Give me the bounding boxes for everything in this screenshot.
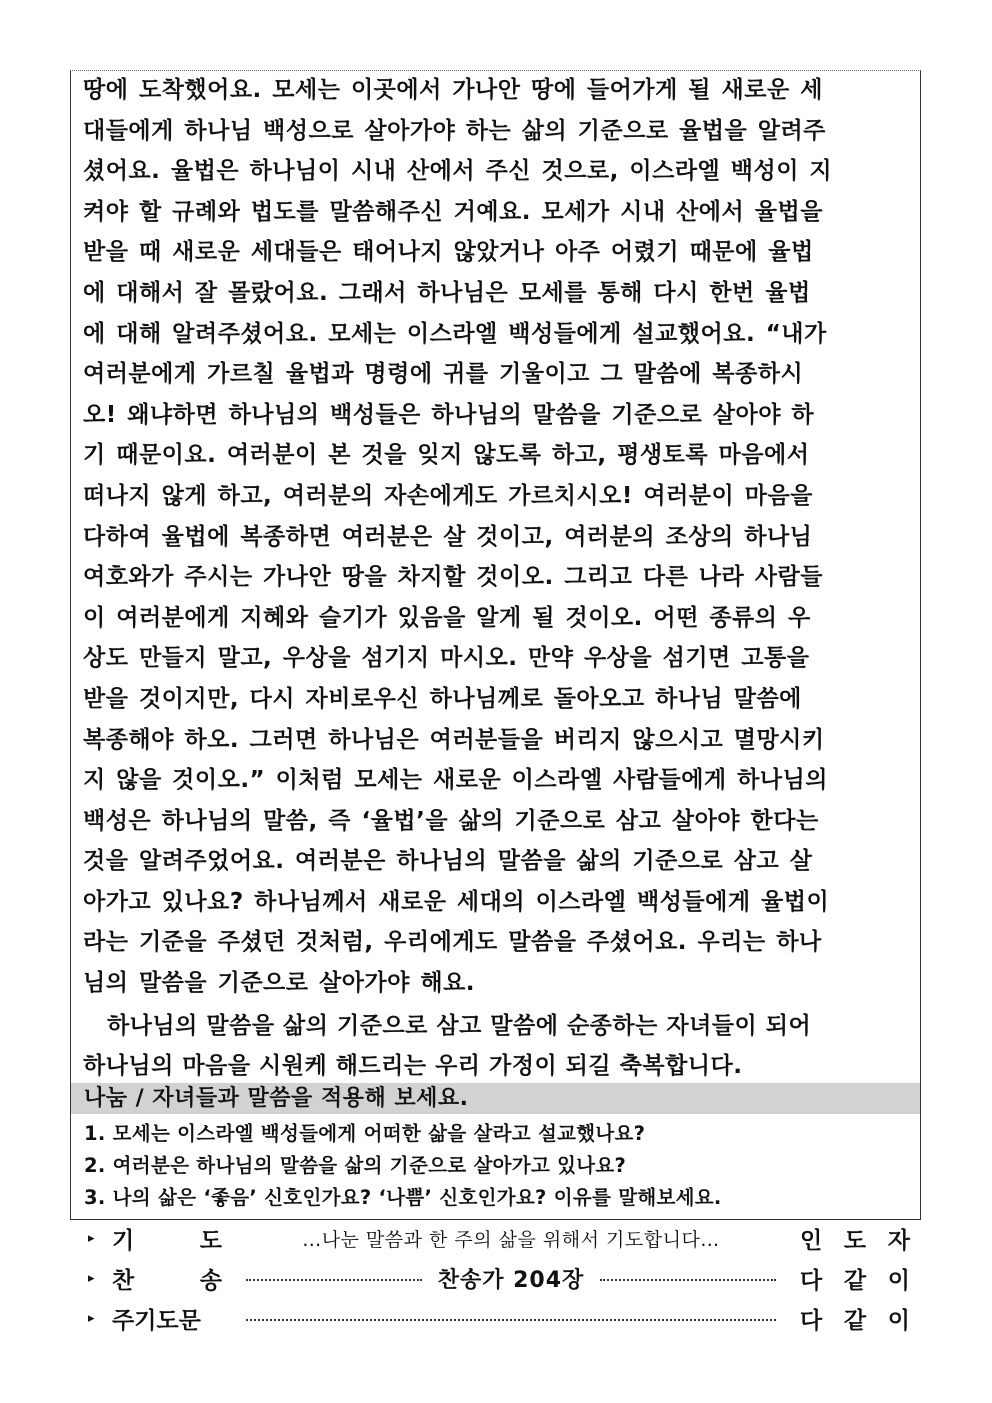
share-heading: 나눔 / 자녀들과 말씀을 적용해 보세요. (71, 1083, 920, 1114)
body-line: 받을 때 새로운 세대들은 태어나지 않았거나 아주 어렸기 때문에 율법 (83, 239, 814, 266)
triangle-bullet-icon: ▸ (88, 1270, 95, 1286)
body-line: 켜야 할 규례와 법도를 말씀해주신 거예요. 모세가 시내 산에서 율법을 (83, 198, 823, 225)
closing-line: 하나님의 말씀을 삶의 기준으로 삼고 말씀에 순종하는 자녀들이 되어 (107, 1013, 812, 1039)
body-line: 오! 왜냐하면 하나님의 백성들은 하나님의 말씀을 기준으로 살아야 하 (83, 401, 815, 428)
closing-line: 하나님의 마음을 시원케 해드리는 우리 가정이 되길 축복합니다. (83, 1053, 743, 1079)
body-line: 다하여 율법에 복종하면 여러분은 살 것이고, 여러분의 조상의 하나님 (83, 523, 813, 550)
triangle-bullet-icon: ▸ (88, 1230, 95, 1246)
body-line: 님의 말씀을 기준으로 살아가야 해요. (83, 970, 476, 997)
dot-leader (246, 1279, 422, 1281)
body-line: 떠나지 않게 하고, 여러분의 자손에게도 가르치시오! 여러분이 마음을 (83, 482, 813, 509)
hymn-leader: 다 같 이 (800, 1267, 910, 1294)
dot-leader (246, 1319, 776, 1321)
body-line: 라는 기준을 주셨던 것처럼, 우리에게도 말씀을 주셨어요. 우리는 하나 (83, 929, 822, 956)
body-line: 복종해야 하오. 그러면 하나님은 여러분들을 버리지 않으시고 멸망시키 (83, 726, 825, 753)
hymn-number: 찬송가 204장 (437, 1267, 585, 1293)
body-line: 에 대해 알려주셨어요. 모세는 이스라엘 백성들에게 설교했어요. “내가 (83, 320, 827, 347)
triangle-bullet-icon: ▸ (88, 1310, 95, 1326)
body-line: 받을 것이지만, 다시 자비로우신 하나님께로 돌아오고 하나님 말씀에 (83, 685, 802, 712)
body-line: 셨어요. 율법은 하나님이 시내 산에서 주신 것으로, 이스라엘 백성이 지 (83, 158, 833, 185)
body-line: 여호와가 주시는 가나안 땅을 차지할 것이오. 그리고 다른 나라 사람들 (83, 564, 823, 591)
hymn-description (246, 1263, 776, 1294)
body-line: 상도 만들지 말고, 우상을 섬기지 마시오. 만약 우상을 섬기면 고통을 (83, 645, 810, 672)
body-line: 땅에 도착했어요. 모세는 이곳에서 가나안 땅에 들어가게 될 새로운 세 (83, 77, 823, 103)
body-line: 에 대해서 잘 몰랐어요. 그래서 하나님은 모세를 통해 다시 한번 율법 (83, 279, 811, 306)
order-row-hymn (88, 1260, 910, 1296)
body-line: 기 때문이요. 여러분이 본 것을 잊지 않도록 하고, 평생토록 마음에서 (83, 442, 810, 469)
share-questions (84, 1118, 914, 1214)
order-row-prayer (88, 1220, 910, 1256)
lords-prayer-description (246, 1315, 776, 1321)
body-line: 것을 알려주었어요. 여러분은 하나님의 말씀을 삶의 기준으로 삼고 살 (83, 848, 813, 875)
lords-prayer-leader: 다 같 이 (800, 1307, 910, 1334)
closing-blessing (83, 1006, 908, 1086)
body-line: 대들에게 하나님 백성으로 살아가야 하는 삶의 기준으로 율법을 알려주 (83, 117, 826, 144)
sermon-body (83, 70, 908, 1004)
question-item: 2. 여러분은 하나님의 말씀을 삶의 기준으로 살아가고 있나요? (84, 1154, 627, 1177)
question-item: 1. 모세는 이스라엘 백성들에게 어떠한 삶을 살라고 설교했나요? (84, 1122, 646, 1145)
order-row-lords-prayer (88, 1300, 910, 1336)
body-line: 백성은 하나님의 말씀, 즉 ‘율법’을 삶의 기준으로 삼고 살아야 한다는 (83, 807, 819, 834)
prayer-leader: 인 도 자 (800, 1227, 910, 1254)
body-line: 지 않을 것이오.” 이처럼 모세는 새로운 이스라엘 사람들에게 하나님의 (83, 767, 829, 794)
prayer-label: 기 도 (112, 1227, 222, 1254)
body-line: 이 여러분에게 지혜와 슬기가 있음을 알게 될 것이오. 어떤 종류의 우 (83, 604, 811, 631)
dot-leader (600, 1279, 776, 1281)
hymn-label: 찬 송 (112, 1267, 222, 1294)
body-line: 여러분에게 가르칠 율법과 명령에 귀를 기울이고 그 말씀에 복종하시 (83, 361, 804, 388)
body-line: 아가고 있나요? 하나님께서 새로운 세대의 이스라엘 백성들에게 율법이 (83, 888, 830, 915)
lords-prayer-label: 주기도문 (112, 1307, 201, 1334)
prayer-description: …나눈 말씀과 한 주의 삶을 위해서 기도합니다… (302, 1228, 720, 1251)
question-item: 3. 나의 삶은 ‘좋음’ 신호인가요? ‘나쁨’ 신호인가요? 이유를 말해보세요. (84, 1186, 722, 1209)
